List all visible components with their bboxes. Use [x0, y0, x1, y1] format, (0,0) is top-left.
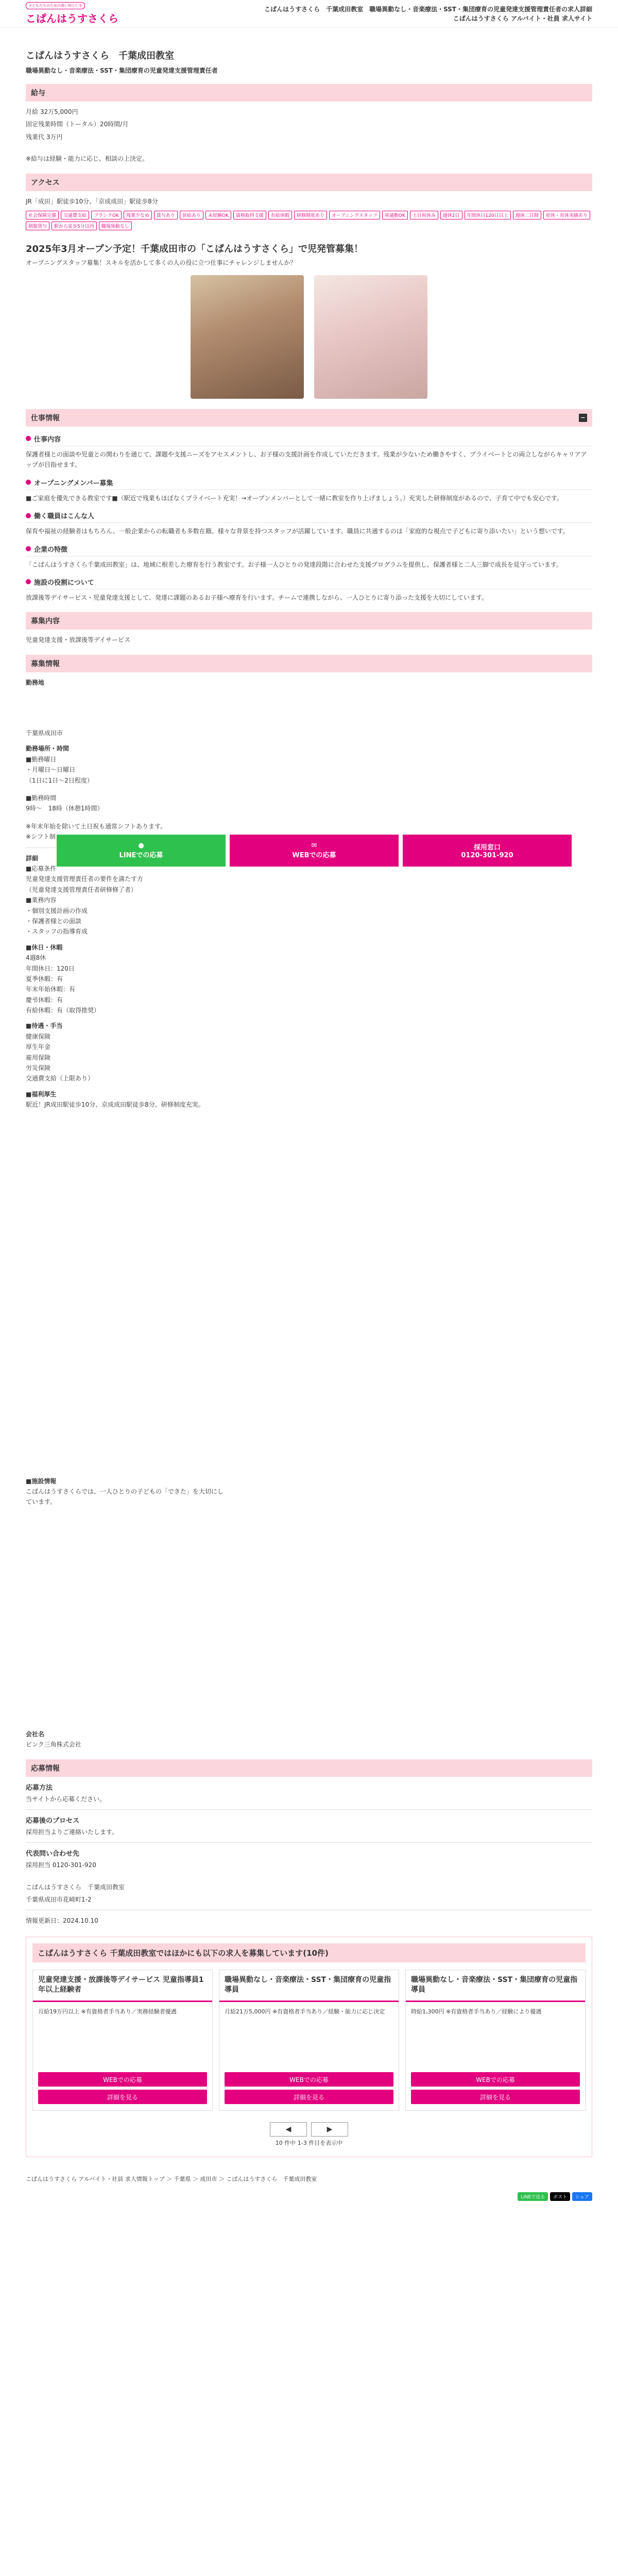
bullet-icon [26, 480, 31, 485]
section-text: 保育や福祉の経験者はもちろん、一般企業からの転職者も多数在籍。様々な背景を持つスタッフが活躍しています。職員に共通するのは「家庭的な視点で子どもに寄り添いたい」という想いです。 [26, 528, 569, 535]
catch-copy: 2025年3月オープン予定！千葉成田市の「こぱんはうすさくら」で児発管募集！ [26, 243, 363, 255]
feature-tag: 年間休日120日以上 [465, 211, 511, 219]
feature-tag: 昇給あり [180, 211, 203, 219]
feature-tags [26, 211, 592, 230]
job-card-title[interactable]: 職場異動なし・音楽療法・SST・集団療育の児童指導員 [219, 1970, 399, 2002]
benefit-line: 4週8休 [26, 954, 46, 962]
feature-tag: 週休二日制 [513, 211, 541, 219]
detail-value: 千葉県成田市 [26, 730, 63, 737]
insurance-line: 厚生年金 [26, 1043, 51, 1051]
collapse-icon[interactable]: − [579, 414, 587, 422]
salary-line: 固定残業時間（トータル）20時間/月 [26, 121, 129, 128]
cta-bar [57, 835, 572, 867]
salary-line: 残業代 3万円 [26, 133, 63, 141]
schedule-line: ※シフト制 [26, 833, 56, 841]
job-card[interactable] [32, 1970, 213, 2111]
section-title: オープニングメンバー募集 [26, 478, 592, 490]
detail-label: 会社名 [26, 1730, 45, 1738]
job-card-text: 月給21万5,000円 ※有資格者手当あり／経験・能力に応じ決定 [225, 2008, 385, 2015]
feature-tag: 社会保険完備 [26, 211, 59, 219]
closing-text: こぱんはうすさくらでは、一人ひとりの子どもの「できた」を大切にしています。 [26, 1487, 224, 1506]
header-title-line1: こぱんはうすさくら 千葉成田教室 職場異動なし・音楽療法・SST・集団療育の児童発達支援管理責任者の求人詳細 [264, 5, 592, 13]
benefit-line: 有給休暇：有（取得推奨） [26, 1007, 100, 1014]
feature-tag: 有給休暇 [268, 211, 292, 219]
benefit-line: 夏季休暇：有 [26, 975, 63, 982]
web-apply-button[interactable]: WEBでの応募 [411, 2072, 580, 2087]
detail-label: ■休日・休暇 [26, 943, 63, 951]
next-page-button[interactable]: ▶ [311, 2122, 348, 2137]
bullet-icon [26, 579, 31, 584]
update-date: 情報更新日：2024.10.10 [26, 1917, 98, 1925]
access-heading: アクセス [26, 174, 592, 191]
bullet-icon [26, 436, 31, 441]
apply-label: 応募後のプロセス [26, 1817, 80, 1825]
duty-line: ■応募条件 [26, 865, 57, 872]
job-headline: 職場異動なし・音楽療法・SST・集団療育の児童発達支援管理責任者 [26, 67, 218, 74]
line-icon: ● [138, 842, 144, 850]
result-count: 10 件中 1-3 件目を表示中 [275, 2140, 343, 2147]
duty-line: ■業務内容 [26, 896, 57, 904]
web-apply-button[interactable]: WEBでの応募 [225, 2072, 393, 2087]
bullet-icon [26, 546, 31, 551]
header-title [264, 5, 592, 23]
job-card[interactable] [405, 1970, 586, 2111]
section-title: 働く職員はこんな人 [26, 511, 592, 523]
phone-apply-button[interactable]: 採用窓口 0120-301-920 [403, 835, 572, 867]
job-type: 児童発達支援・放課後等デイサービス [26, 636, 131, 644]
feature-tag: 土日祝休み [410, 211, 438, 219]
section-text: ■ご家庭を優先できる教室です■（駅近で残業もほぼなくプライベート充実！→オープンメンバーとして一緒に教室を作り上げましょう。）充実した研修制度があるので、子育て中でも安心です。 [26, 494, 563, 502]
section-text: 保護者様との面談や児童との関わりを通じて、課題や支援ニーズをアセスメントし、お子様の支援計画を作成していただきます。残業が少ないため働きやすく、プライベートとの両立しながらキャリアアップが目指せます。 [26, 450, 587, 469]
salary-heading: 給与 [26, 84, 592, 101]
benefit-line: 年末年始休暇：有 [26, 986, 76, 993]
feature-tag: 職場異動なし [99, 222, 132, 230]
header-title-line2: こぱんはうすさくら アルバイト・社員 求人サイト [453, 14, 592, 22]
prev-page-button[interactable]: ◀ [270, 2122, 307, 2137]
line-apply-button[interactable]: ● LINEでの応募 [57, 835, 226, 867]
insurance-line: 健康保険 [26, 1032, 51, 1040]
related-jobs [26, 1937, 592, 2157]
company-name: こぱんはうすさくら 千葉成田教室 [26, 50, 174, 61]
detail-label: ■福利厚生 [26, 1090, 57, 1098]
related-heading: こぱんはうすさくら 千葉成田教室ではほかにも以下の求人を募集しています(10件) [32, 1943, 586, 1962]
schedule-line: ■勤務時間 [26, 794, 57, 802]
apply-label: 応募方法 [26, 1784, 53, 1792]
insurance-line: 労災保険 [26, 1064, 51, 1072]
classroom-photo [314, 275, 427, 399]
facebook-share-button[interactable]: シェア [572, 2192, 592, 2201]
site-logo[interactable] [26, 2, 118, 25]
schedule-line: （1日に1日〜2日程度） [26, 776, 93, 784]
web-apply-button[interactable]: ✉ WEBでの応募 [230, 835, 399, 867]
benefit-line: 慶弔休暇：有 [26, 996, 63, 1004]
job-card-text: 時給1,300円 ※有資格者手当あり／経験により優遇 [411, 2008, 542, 2015]
section-title: 施設の役割について [26, 577, 592, 589]
job-card-title[interactable]: 児童発達支援・放課後等デイサービス 児童指導員1年以上経験者 [33, 1970, 212, 2002]
feature-tag: 未経験OK [205, 211, 231, 219]
share-buttons [26, 2192, 592, 2201]
recruit-heading: 募集内容 [26, 612, 592, 630]
feature-tag: 賞与あり [154, 211, 178, 219]
line-share-button[interactable]: LINEで送る [518, 2192, 548, 2201]
contact-line: こぱんはうすさくら 千葉成田教室 [26, 1883, 125, 1891]
feature-tag: 残業少なめ [124, 211, 152, 219]
schedule-line: ・月曜日〜日曜日 [26, 766, 76, 774]
classroom-photo [191, 275, 304, 399]
detail-button[interactable]: 詳細を見る [225, 2090, 393, 2104]
detail-label: 詳細 [26, 854, 39, 862]
welfare-text: 駅近！JR成田駅徒歩10分、京成成田駅徒歩8分。研修制度充実。 [26, 1101, 204, 1109]
contact-line: 採用担当 0120-301-920 [26, 1861, 96, 1869]
benefit-line: 年間休日：120日 [26, 964, 75, 972]
section-title: 企業の特徴 [26, 544, 592, 556]
schedule-line: ※年末年始を除いて土日祝も通常シフトあります。 [26, 822, 167, 830]
apply-label: 代表問い合わせ先 [26, 1850, 80, 1858]
catch-sub: オープニングスタッフ募集！スキルを活かして多くの人の役に立つ仕事にチャレンジしませんか？ [26, 259, 297, 266]
feature-tag: オープニングスタッフ [329, 211, 380, 219]
photo-gallery [26, 275, 592, 399]
recruit-detail-heading: 募集情報 [26, 655, 592, 672]
detail-label: 勤務場所・時間 [26, 745, 70, 753]
detail-label: 勤務地 [26, 679, 45, 686]
feature-tag: 資格取得支援 [233, 211, 266, 219]
feature-tag: 産休・育休実績あり [543, 211, 590, 219]
pagination [32, 2122, 586, 2137]
salary-line: 月給 32万5,000円 [26, 108, 78, 115]
feature-tag: 研修制度あり [294, 211, 327, 219]
apply-method: 当サイトから応募ください。 [26, 1795, 106, 1803]
salary-block [26, 107, 592, 164]
bullet-icon [26, 513, 31, 518]
detail-button[interactable]: 詳細を見る [38, 2090, 207, 2104]
job-info-heading[interactable]: 仕事情報 − [26, 409, 592, 427]
duty-line: 児童発達支援管理責任者の要件を満たす方 [26, 875, 144, 883]
x-share-button[interactable]: ポスト [550, 2192, 570, 2201]
job-card-text: 月給19万円以上 ※有資格者手当あり／実務経験者優遇 [38, 2008, 177, 2015]
duty-line: ・保護者様との面談 [26, 917, 82, 925]
main-content [26, 48, 592, 2201]
apply-process: 採用担当よりご連絡いたします。 [26, 1828, 118, 1836]
feature-tag: 交通費支給 [61, 211, 89, 219]
web-apply-button[interactable]: WEBでの応募 [38, 2072, 207, 2087]
detail-button[interactable]: 詳細を見る [411, 2090, 580, 2104]
job-card[interactable] [219, 1970, 399, 2111]
schedule-line: 9時〜 18時（休憩1時間） [26, 805, 104, 812]
insurance-line: 交通費支給（上限あり） [26, 1075, 94, 1082]
salary-line: ※給与は経験・能力に応じ、相談の上決定。 [26, 155, 149, 163]
feature-tag: 車通勤OK [382, 211, 408, 219]
section-text: 「こぱんはうすさくら千葉成田教室」は、地域に根差した療育を行う教室です。お子様一人ひとりの発達段階に合わせた支援プログラムを提供し、保護者様と二人三脚で成長を見守っています。 [26, 561, 562, 568]
job-card-title[interactable]: 職場異動なし・音楽療法・SST・集団療育の児童指導員 [406, 1970, 585, 2002]
feature-tag: 制服貸与 [26, 222, 49, 230]
logo-tagline: 子どもたちのための高い知と仁を [26, 2, 85, 9]
detail-label: ■待遇・手当 [26, 1022, 63, 1030]
feature-tag: 駅から徒歩5分以内 [52, 222, 97, 230]
feature-tag: ブランクOK [91, 211, 122, 219]
feature-tag: 週休2日 [440, 211, 462, 219]
related-cards [32, 1970, 586, 2111]
logo-text: こぱんはうすさくら [26, 12, 118, 25]
apply-heading: 応募情報 [26, 1759, 592, 1777]
duty-line: ・スタッフの指導育成 [26, 928, 88, 936]
site-header [0, 0, 618, 28]
schedule-line: ■勤務曜日 [26, 755, 57, 763]
duty-line: （児童発達支援管理責任者研修修了者） [26, 886, 138, 893]
insurance-line: 雇用保険 [26, 1054, 51, 1061]
detail-label: ■施設情報 [26, 1477, 57, 1485]
mail-icon: ✉ [311, 842, 317, 850]
contact-line: 千葉県成田市花崎町1-2 [26, 1896, 92, 1904]
company-value: ピンク三角株式会社 [26, 1741, 81, 1749]
section-title: 仕事内容 [26, 434, 592, 446]
breadcrumb[interactable]: こぱんはうすさくら アルバイト・社員 求人情報トップ ＞ 千葉県 ＞ 成田市 ＞ こぱんはうすさくら 千葉成田教室 [26, 2175, 317, 2182]
section-text: 放課後等デイサービス・児童発達支援として、発達に課題のあるお子様へ療育を行います。チームで連携しながら、一人ひとりに寄り添った支援を大切にしています。 [26, 594, 488, 601]
duty-line: ・個別支援計画の作成 [26, 907, 88, 914]
access-text: JR「成田」駅徒歩10分、「京成成田」駅徒歩8分 [26, 197, 158, 205]
